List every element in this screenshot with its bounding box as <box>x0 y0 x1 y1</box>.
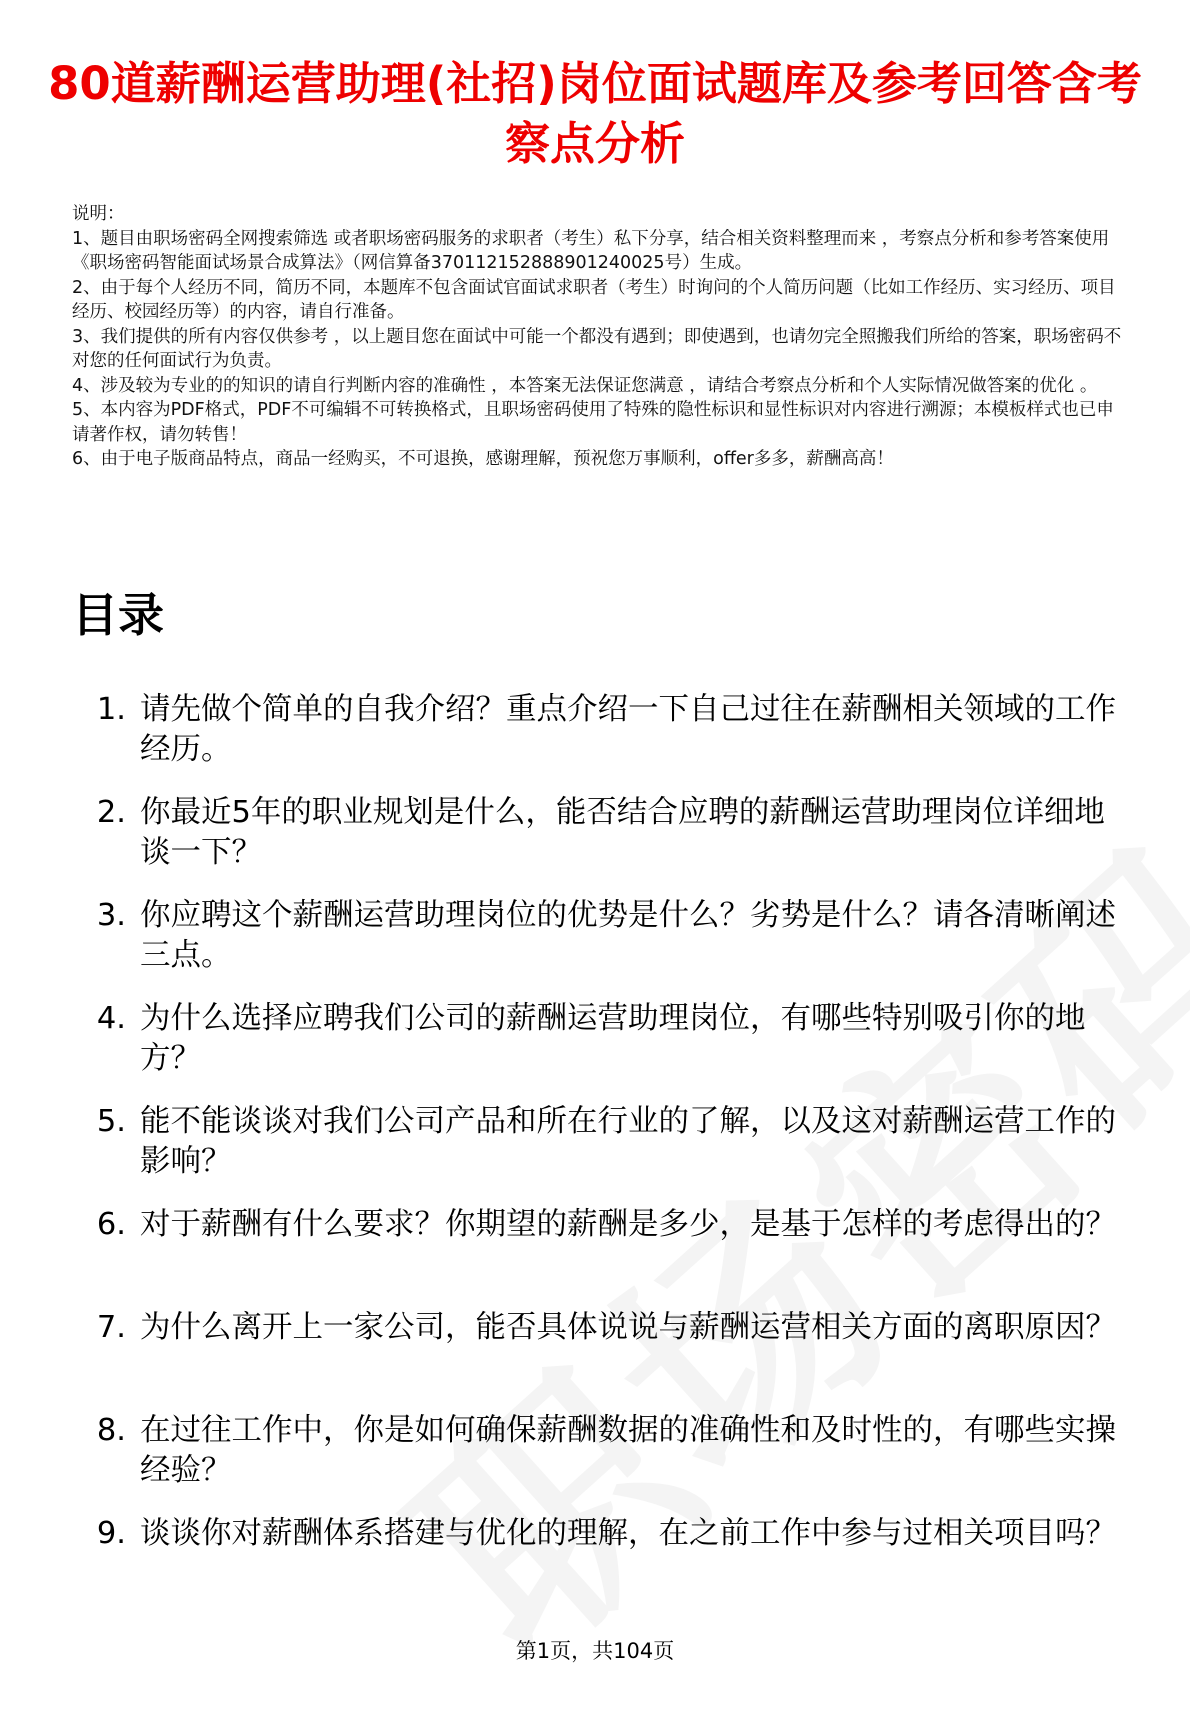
toc-item-number: 1. <box>96 692 126 727</box>
toc-item[interactable] <box>72 1514 1132 1617</box>
toc-heading: 目录 <box>72 588 164 642</box>
toc-item[interactable] <box>72 1308 1132 1411</box>
notes-section <box>72 202 1122 472</box>
note-item: 2、由于每个人经历不同，简历不同，本题库不包含面试官面试求职者（考生）时询问的个人简历问题（比如工作经历、实习经历、项目经历、校园经历等）的内容，请自行准备。 <box>72 277 1116 322</box>
note-item: 4、涉及较为专业的的知识的请自行判断内容的准确性 ，本答案无法保证您满意 ，请结合考察点分析和个人实际情况做答案的优化 。 <box>72 375 1098 396</box>
toc-item-number: 4. <box>96 1001 126 1036</box>
toc-item[interactable] <box>72 690 1132 793</box>
toc-item[interactable] <box>72 1411 1132 1514</box>
toc-item-number: 8. <box>96 1413 126 1448</box>
toc-item-number: 2. <box>96 795 126 830</box>
toc-item-number: 9. <box>96 1516 126 1551</box>
notes-heading: 说明： <box>72 204 125 224</box>
toc-item-number: 6. <box>96 1207 126 1242</box>
document-title: 80道薪酬运营助理(社招)岗位面试题库及参考回答含考察点分析 <box>48 57 1142 170</box>
toc-item-text: 为什么离开上一家公司，能否具体说说与薪酬运营相关方面的离职原因？ <box>140 1310 1116 1345</box>
toc-item-text: 谈谈你对薪酬体系搭建与优化的理解，在之前工作中参与过相关项目吗？ <box>140 1516 1116 1551</box>
toc-item-text: 你应聘这个薪酬运营助理岗位的优势是什么？劣势是什么？请各清晰阐述三点。 <box>140 898 1116 973</box>
toc-item-number: 7. <box>96 1310 126 1345</box>
toc-item[interactable] <box>72 793 1132 896</box>
note-item: 1、题目由职场密码全网搜索筛选 或者职场密码服务的求职者（考生）私下分享，结合相关资料整理而来 ，考察点分析和参考答案使用《职场密码智能面试场景合成算法》（网信算备370112152888901240025号）生成。 <box>72 228 1110 273</box>
toc-item-text: 为什么选择应聘我们公司的薪酬运营助理岗位，有哪些特别吸引你的地方？ <box>140 1001 1086 1076</box>
page-footer: 第1页，共104页 <box>515 1639 675 1663</box>
note-item: 6、由于电子版商品特点，商品一经购买，不可退换，感谢理解，预祝您万事顺利，offer多多，薪酬高高！ <box>72 449 894 469</box>
toc-item-text: 你最近5年的职业规划是什么，能否结合应聘的薪酬运营助理岗位详细地谈一下？ <box>140 795 1105 870</box>
toc-item[interactable] <box>72 1102 1132 1205</box>
toc-item-number: 5. <box>96 1104 126 1139</box>
toc-item-text: 能不能谈谈对我们公司产品和所在行业的了解，以及这对薪酬运营工作的影响？ <box>140 1104 1116 1179</box>
note-item: 5、本内容为PDF格式，PDF不可编辑不可转换格式，且职场密码使用了特殊的隐性标识和显性标识对内容进行溯源；本模板样式也已申请著作权，请勿转售！ <box>72 400 1114 445</box>
toc-item-text: 在过往工作中，你是如何确保薪酬数据的准确性和及时性的，有哪些实操经验？ <box>140 1413 1116 1488</box>
toc-item-text: 请先做个简单的自我介绍？重点介绍一下自己过往在薪酬相关领域的工作经历。 <box>140 692 1116 767</box>
toc-item[interactable] <box>72 1205 1132 1308</box>
toc-item[interactable] <box>72 896 1132 999</box>
toc-list <box>72 690 1132 1617</box>
toc-item-text: 对于薪酬有什么要求？你期望的薪酬是多少，是基于怎样的考虑得出的？ <box>140 1207 1116 1242</box>
toc-item-number: 3. <box>96 898 126 933</box>
note-item: 3、我们提供的所有内容仅供参考 ，以上题目您在面试中可能一个都没有遇到；即使遇到，也请勿完全照搬我们所给的答案，职场密码不对您的任何面试行为负责。 <box>72 326 1122 371</box>
toc-item[interactable] <box>72 999 1132 1102</box>
